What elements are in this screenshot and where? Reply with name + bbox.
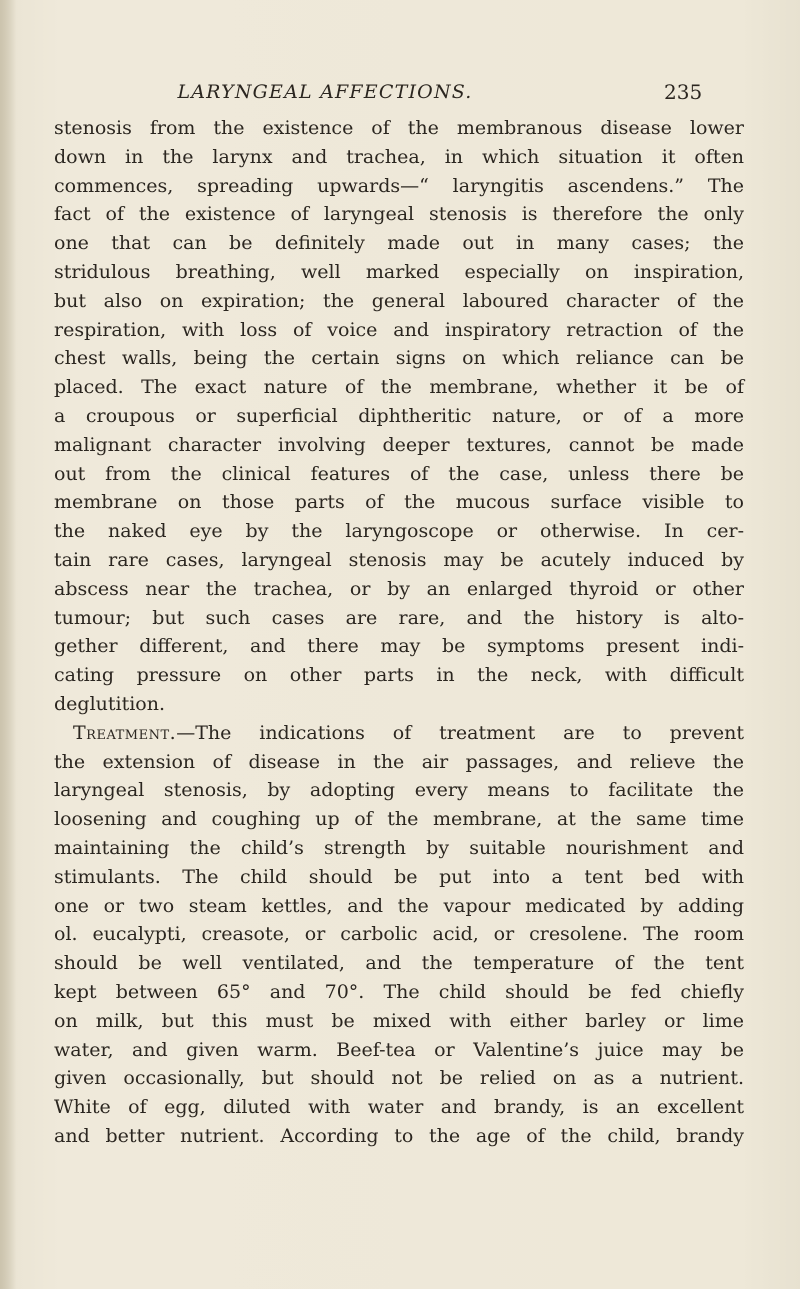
text-line: one that can be definitely made out in many cases; the xyxy=(54,232,744,255)
text-line: water, and given warm. Beef-tea or Valentine’s juice may be xyxy=(54,1038,744,1061)
text-line: given occasionally, but should not be relied on as a nutrient. xyxy=(54,1067,744,1090)
text-line: tain rare cases, laryngeal stenosis may be acutely induced by xyxy=(54,548,744,571)
text-line: deglutition. xyxy=(54,692,166,715)
text-line: chest walls, being the certain signs on which reliance can be xyxy=(54,347,744,370)
running-head xyxy=(54,76,703,108)
text-line: respiration, with loss of voice and inspiratory retraction of the xyxy=(54,318,744,341)
text-line: a croupous or superficial diphtheritic nature, or of a more xyxy=(54,404,744,427)
text-line: on milk, but this must be mixed with either barley or lime xyxy=(54,1009,744,1032)
text-line: stenosis from the existence of the membranous disease lower xyxy=(54,117,744,139)
text-line: fact of the existence of laryngeal stenosis is therefore the only xyxy=(54,203,744,226)
text-line: laryngeal stenosis, by adopting every means to facilitate the xyxy=(54,779,744,802)
text-line: membrane on those parts of the mucous surface visible to xyxy=(54,491,744,514)
text-line: stridulous breathing, well marked especially on inspiration, xyxy=(54,260,744,283)
text-line: and better nutrient. According to the age of the child, brandy xyxy=(54,1124,744,1147)
text-line: the naked eye by the laryngoscope or otherwise. In cer- xyxy=(54,520,744,543)
text-line: but also on expiration; the general laboured character of the xyxy=(54,289,744,312)
treatment-first-line-text: —The indications of treatment are to prevent xyxy=(176,721,744,744)
treatment-first-line xyxy=(54,719,744,748)
text-line: loosening and coughing up of the membrane, at the same time xyxy=(54,808,744,831)
text-line: out from the clinical features of the case, unless there be xyxy=(54,462,744,485)
text-line: gether different, and there may be symptoms present indi- xyxy=(54,635,744,658)
text-line: malignant character involving deeper textures, cannot be made xyxy=(54,433,744,456)
text-line: tumour; but such cases are rare, and the history is alto- xyxy=(54,606,744,629)
text-line: kept between 65° and 70°. The child should be fed chiefly xyxy=(54,980,744,1003)
body-text xyxy=(54,114,744,1151)
text-line: down in the larynx and trachea, in which situation it often xyxy=(54,145,744,168)
binding-shadow xyxy=(0,0,16,1289)
page-number: 235 xyxy=(664,80,703,104)
text-line: commences, spreading upwards—“ laryngitis ascendens.” The xyxy=(54,174,744,197)
text-line: placed. The exact nature of the membrane, whether it be of xyxy=(54,376,744,399)
text-line: abscess near the trachea, or by an enlarged thyroid or other xyxy=(54,577,744,600)
text-line: should be well ventilated, and the temperature of the tent xyxy=(54,952,744,975)
text-line: ol. eucalypti, creasote, or carbolic acid, or cresolene. The room xyxy=(54,923,744,946)
text-line: one or two steam kettles, and the vapour medicated by adding xyxy=(54,894,744,917)
text-line: stimulants. The child should be put into a tent bed with xyxy=(54,865,744,888)
running-title: LARYNGEAL AFFECTIONS. xyxy=(177,81,473,103)
treatment-heading: Treatment. xyxy=(73,721,177,744)
text-line: the extension of disease in the air passages, and relieve the xyxy=(54,750,744,773)
text-line: maintaining the child’s strength by suitable nourishment and xyxy=(54,836,744,859)
text-line: cating pressure on other parts in the neck, with difficult xyxy=(54,664,744,687)
text-line: White of egg, diluted with water and brandy, is an excellent xyxy=(54,1096,744,1119)
